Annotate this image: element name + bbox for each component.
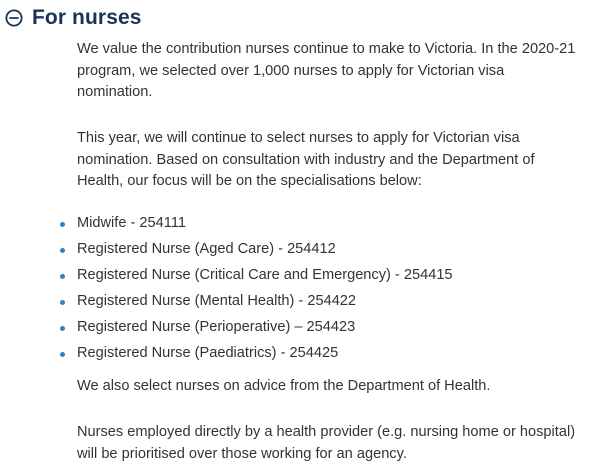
- list-item-text: Registered Nurse (Perioperative) – 254423: [77, 319, 356, 335]
- advice-paragraph: We also select nurses on advice from the Department of Health.: [77, 378, 491, 394]
- bullet-icon: [60, 326, 65, 331]
- list-item-text: Registered Nurse (Critical Care and Emergency) - 254415: [77, 267, 453, 283]
- bullet-icon: [60, 274, 65, 279]
- list-item: [60, 239, 453, 265]
- list-item: [60, 213, 453, 239]
- bullet-icon: [60, 222, 65, 227]
- list-item: [60, 343, 453, 369]
- section-title: For nurses: [32, 6, 142, 29]
- intro-paragraph: We value the contribution nurses continue to make to Victoria. In the 2020-21 program, we selected over 1,000 nurses to apply for Victorian visa nomination.: [77, 41, 576, 100]
- minus-circle-icon[interactable]: [5, 9, 23, 27]
- priority-paragraph: Nurses employed directly by a health provider (e.g. nursing home or hospital) will be prioritised over those working for an agency.: [77, 424, 576, 462]
- list-item-text: Midwife - 254111: [77, 215, 186, 231]
- bullet-icon: [60, 300, 65, 305]
- bullet-icon: [60, 352, 65, 357]
- list-item-text: Registered Nurse (Aged Care) - 254412: [77, 241, 336, 257]
- list-item-text: Registered Nurse (Paediatrics) - 254425: [77, 345, 339, 361]
- list-item: [60, 291, 453, 317]
- specialisation-list: [60, 213, 453, 369]
- focus-paragraph: This year, we will continue to select nurses to apply for Victorian visa nomination. Based on consultation with industry and the Department of Health, our focus will be on the specialisations below:: [77, 130, 535, 189]
- list-item: [60, 265, 453, 291]
- accordion-header[interactable]: [5, 4, 142, 32]
- list-item-text: Registered Nurse (Mental Health) - 254422: [77, 293, 357, 309]
- list-item: [60, 317, 453, 343]
- bullet-icon: [60, 248, 65, 253]
